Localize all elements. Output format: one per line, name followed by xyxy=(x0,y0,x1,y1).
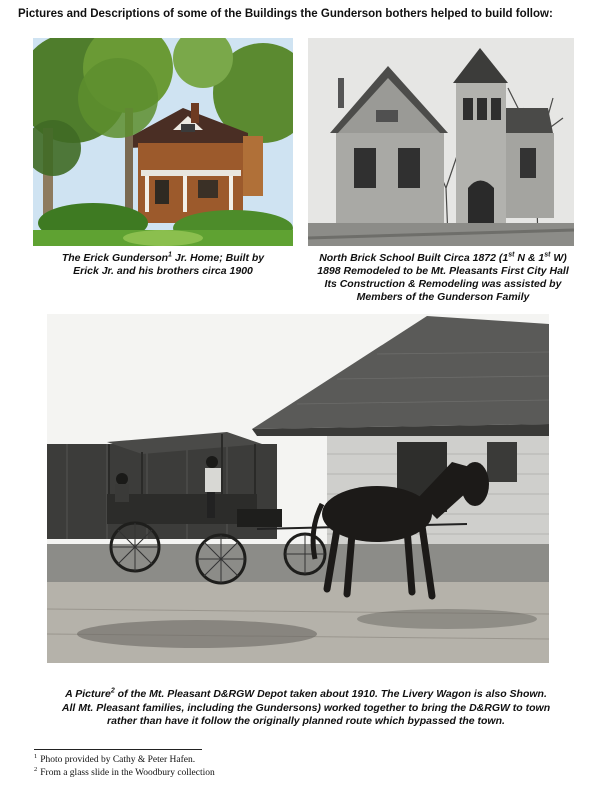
school-caption-line3: Its Construction & Remodeling was assisted by xyxy=(324,278,562,290)
home-caption-line1 xyxy=(18,252,308,265)
depot-caption-line3: rather than have it follow the originally planned route which bypassed the town. xyxy=(107,715,505,727)
home-caption-text: The Erick Gunderson xyxy=(61,252,169,264)
school-caption-text: North Brick School Built Circa 1872 (1 xyxy=(319,252,509,264)
ordinal-suffix: st xyxy=(508,251,515,259)
footnote-ref-1: 1 xyxy=(168,251,172,259)
gunderson-home-photo xyxy=(33,38,293,246)
school-caption-line2: 1898 Remodeled to be Mt. Pleasants First City Hall xyxy=(317,265,569,277)
footnote-text: From a glass slide in the Woodbury collection xyxy=(40,768,215,778)
home-caption-line2: Erick Jr. and his brothers circa 1900 xyxy=(73,265,253,277)
footnote-ref-2: 2 xyxy=(110,687,115,695)
footnote-1 xyxy=(34,754,195,766)
depot-photo-caption xyxy=(36,688,576,729)
depot-caption-text: A Picture xyxy=(65,688,111,700)
north-brick-school-photo xyxy=(308,38,574,246)
school-caption-line4: Members of the Gunderson Family xyxy=(356,291,530,303)
school-caption-text: W) xyxy=(550,252,567,264)
depot-caption-text: of the Mt. Pleasant D&RGW Depot taken about 1910. The Livery Wagon is also Shown. xyxy=(114,688,547,700)
school-caption-text: N & 1 xyxy=(514,252,545,264)
footnote-mark: 1 xyxy=(34,752,38,760)
home-photo-caption xyxy=(18,252,308,278)
depot-caption-line1 xyxy=(36,688,576,702)
footnote-text: Photo provided by Cathy & Peter Hafen. xyxy=(40,755,196,765)
depot-caption-line2: All Mt. Pleasant families, including the Gundersons) worked together to bring the D&RGW to town xyxy=(61,701,551,714)
footnote-separator xyxy=(34,749,202,750)
page-heading: Pictures and Descriptions of some of the Buildings the Gunderson bothers helped to build follow: xyxy=(18,8,553,20)
depot-livery-wagon-photo xyxy=(47,314,549,663)
home-caption-text: Jr. Home; Built by xyxy=(171,252,265,264)
school-photo-caption xyxy=(296,252,590,304)
school-caption-line1 xyxy=(296,252,590,265)
footnote-mark: 2 xyxy=(34,765,38,773)
footnote-2 xyxy=(34,767,215,779)
ordinal-suffix: st xyxy=(544,251,551,259)
